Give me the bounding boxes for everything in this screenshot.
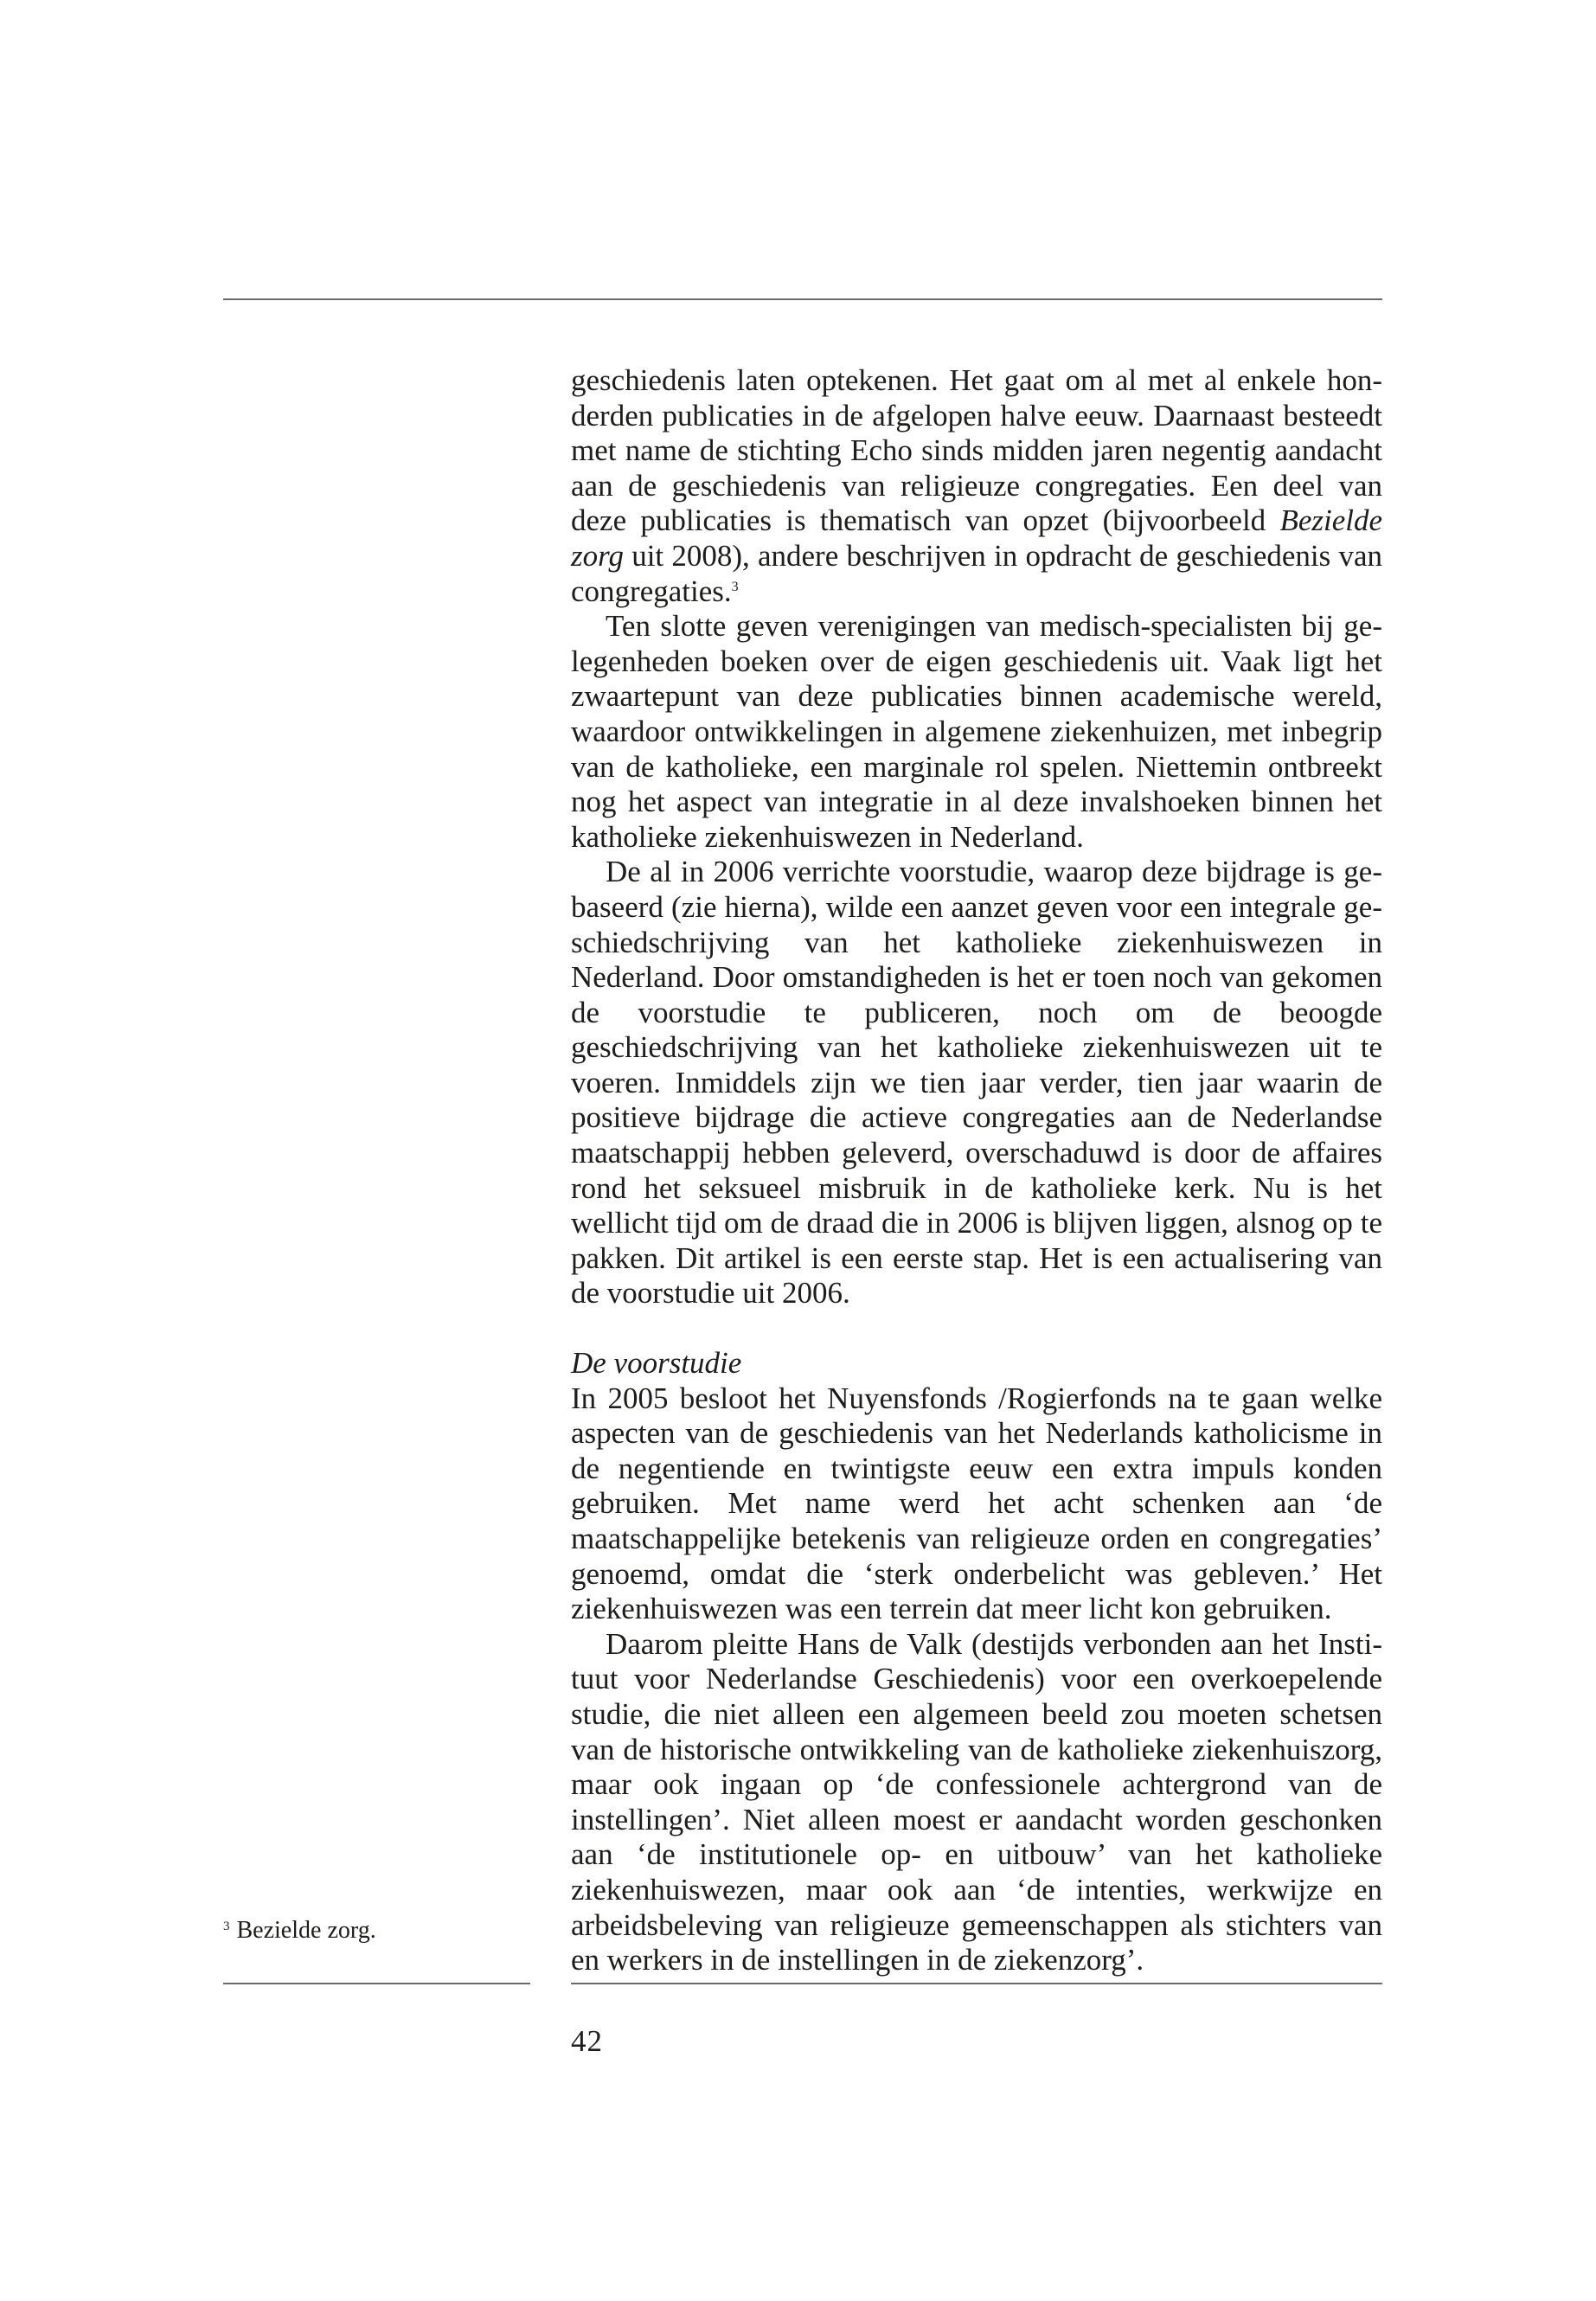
header-rule — [223, 298, 1382, 300]
paragraph-1-part-b: uit 2008), andere beschrijven in opdracht de geschiedenis van congregaties. — [571, 538, 1383, 608]
footnote-number: 3 — [223, 1920, 230, 1933]
body-text — [571, 363, 1382, 1978]
footnote-rule — [223, 1983, 530, 1984]
footnote-reference: 3 — [731, 579, 739, 594]
footer-rule — [571, 1983, 1382, 1984]
book-title-italic: Bezielde zorg — [571, 503, 1382, 573]
paragraph-1 — [571, 363, 1382, 609]
paragraph-4: In 2005 besloot het Nuyensfonds /Rogierfonds na te gaan welke aspecten van de geschiedenis van het Nederlands katholicisme in de negentiende en twintigste eeuw een extra impuls konden gebruiken. Met name werd het acht schenken aan ‘de maatschappelijke betekenis van religieuze orden en congregaties’ genoemd, omdat die ‘sterk onderbelicht was gebleven.’ Het ziekenhuiswezen was een terrein dat meer licht kon gebruiken. — [571, 1381, 1382, 1626]
paragraph-2: Ten slotte geven verenigingen van medisch-specialisten bij gelegenheden boeken over de eigen geschiedenis uit. Vaak ligt het zwaartepunt van deze publicaties binnen academische wereld, waardoor ontwikkelingen in algemene ziekenhuizen, met inbegrip van de katholieke, een marginale rol spelen. Niettemin ontbreekt nog het aspect van integratie in al deze invalshoeken binnen het katholieke ziekenhuiswezen in Nederland. — [571, 609, 1382, 854]
section-heading: De voorstudie — [571, 1346, 742, 1381]
paragraph-3: De al in 2006 verrichte voorstudie, waarop deze bijdrage is gebaseerd (zie hierna), wilde een aanzet geven voor een integrale geschiedschrijving van het katholieke ziekenhuiswezen in Nederland. Door omstandigheden is het er toen noch van gekomen de voorstudie te publiceren, noch om de beoogde geschiedschrijving van het katholieke ziekenhuiswezen uit te voeren. Inmiddels zijn we tien jaar verder, tien jaar waarin de positieve bijdrage die actieve congregaties aan de Nederlandse maatschappij hebben geleverd, overschaduwd is door de affaires rond het seksueel misbruik in de katholieke kerk. Nu is het wellicht tijd om de draad die in 2006 is blijven liggen, alsnog op te pakken. Dit artikel is een eerste stap. Het is een actualisering van de voorstudie uit 2006. — [571, 855, 1382, 1311]
paragraph-5: Daarom pleitte Hans de Valk (destijds verbonden aan het Instituut voor Nederlandse Geschiedenis) voor een overkoepelende studie, die niet alleen een algemeen beeld zou moeten schetsen van de historische ontwikkeling van de katholieke ziekenhuiszorg, maar ook ingaan op ‘de confessionele achtergrond van de instellingen’. Niet alleen moest er aandacht worden geschonken aan ‘de institutionele op- en uitbouw’ van het katholieke ziekenhuiswezen, maar ook aan ‘de intenties, werkwijze en arbeidsbeleving van religieuze gemeenschappen als stichters van en werkers in de instellingen in de ziekenzorg’. — [571, 1626, 1382, 1977]
paragraph-1-part-a: geschiedenis laten optekenen. Het gaat om al met al enkele honderden publicaties in de afgelopen halve eeuw. Daarnaast besteedt met name de stichting Echo sinds midden jaren negentig aandacht aan de geschiedenis van religieuze congregaties. Een deel van deze publicaties is thematisch van opzet (bijvoorbeeld — [571, 363, 1382, 538]
footnote — [223, 1916, 535, 1945]
footnote-text: Bezielde zorg. — [236, 1917, 376, 1944]
page-number: 42 — [571, 2024, 603, 2058]
